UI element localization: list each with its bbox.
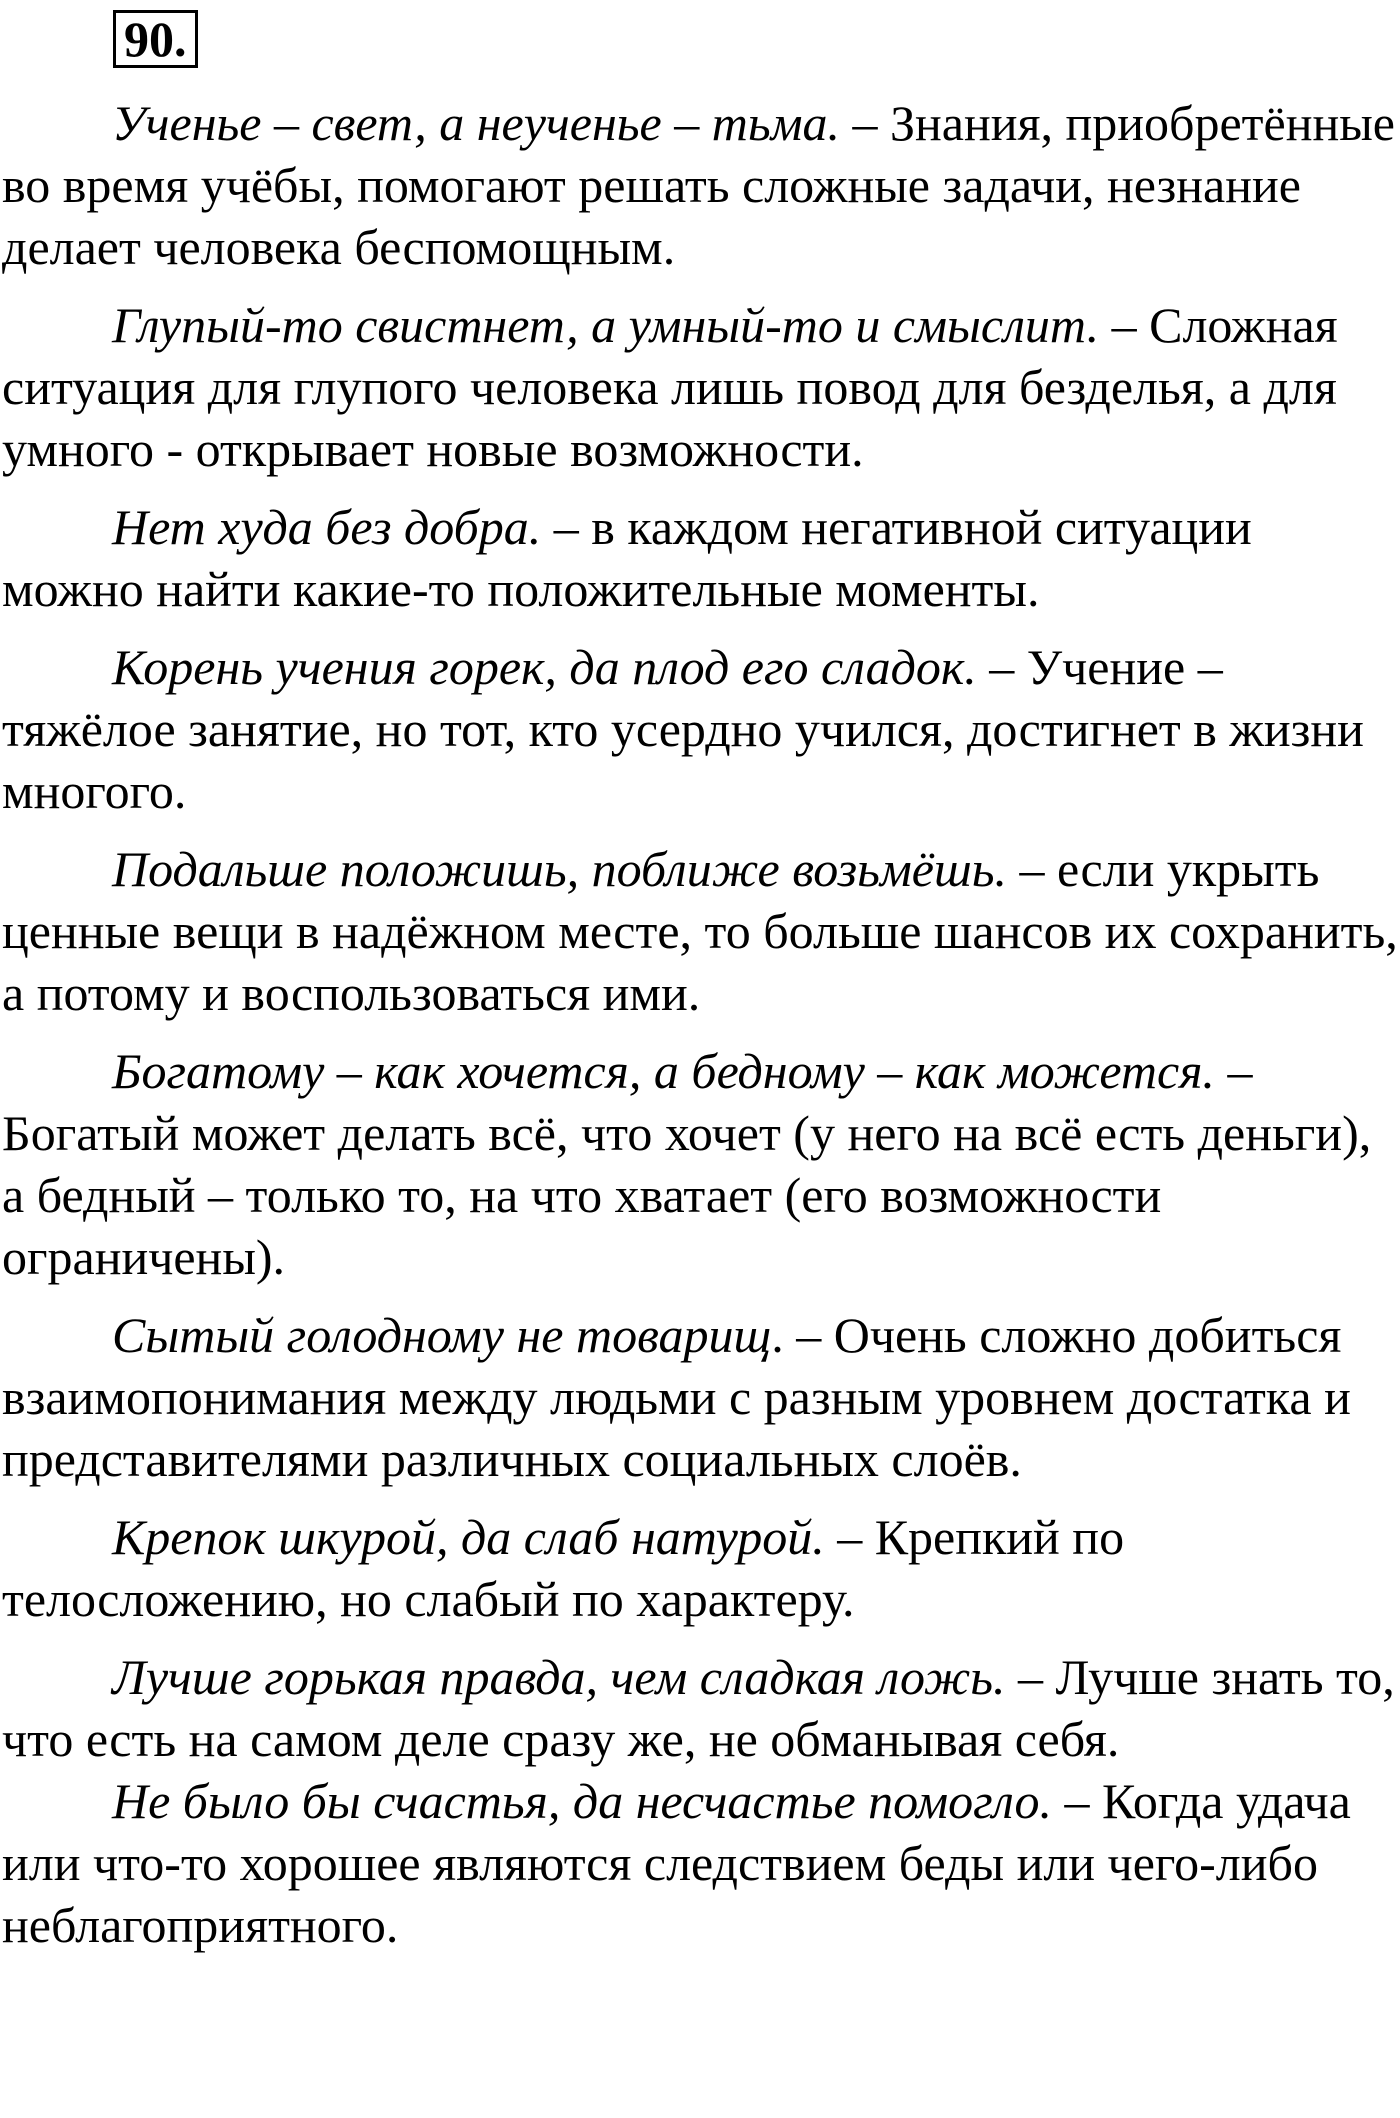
proverb: Глупый-то свистнет, а умный-то и смыслит. – <box>112 297 1137 353</box>
proverb-paragraph <box>2 92 1398 278</box>
proverb: Не было бы счастья, да несчастье помогло. <box>112 1773 1052 1829</box>
proverb: Богатому – как хочется, а бедному – как можется. <box>112 1043 1215 1099</box>
proverb-paragraph <box>2 496 1398 620</box>
explanation: – Когда удача или что-то хорошее являются следствием беды или чего-либо неблагоприятного. <box>2 1773 1351 1953</box>
proverb-paragraph <box>2 1646 1398 1770</box>
proverb-paragraph <box>2 1770 1398 1956</box>
proverb-paragraph <box>2 838 1398 1024</box>
proverb: Подальше положишь, поближе возьмёшь. <box>112 841 1007 897</box>
proverb-paragraph <box>2 1304 1398 1490</box>
proverb-paragraph <box>2 1506 1398 1630</box>
exercise-number: 90. <box>113 10 198 68</box>
explanation: Учение – тяжёлое занятие, но тот, кто усердно учился, достигнет в жизни многого. <box>2 639 1364 819</box>
proverb: Ученье – свет, а неученье – тьма. <box>112 95 840 151</box>
proverb: Сытый голодному не товарищ <box>112 1307 772 1363</box>
explanation: – если укрыть ценные вещи в надёжном месте, то больше шансов их сохранить, а потому и воспользоваться ими. <box>2 841 1398 1021</box>
explanation: – Богатый может делать всё, что хочет (у него на всё есть деньги), а бедный – только то, на что хватает (его возможности ограничены). <box>2 1043 1372 1285</box>
explanation: – Крепкий по телосложению, но слабый по характеру. <box>2 1509 1125 1627</box>
proverb-paragraph <box>2 636 1398 822</box>
explanation: – Лучше знать то, что есть на самом деле сразу же, не обманывая себя. <box>2 1649 1395 1767</box>
explanation: – Знания, приобретённые во время учёбы, помогают решать сложные задачи, незнание делает человека беспомощным. <box>2 95 1395 275</box>
proverb: Крепок шкурой, да слаб натурой. <box>112 1509 825 1565</box>
proverbs-text <box>2 92 1398 1956</box>
explanation: . – Очень сложно добиться взаимопонимания между людьми с разным уровнем достатка и представителями различных социальных слоёв. <box>2 1307 1351 1487</box>
proverb: Лучше горькая правда, чем сладкая ложь. <box>112 1649 1006 1705</box>
proverb-paragraph <box>2 1040 1398 1288</box>
proverb-paragraph <box>2 294 1398 480</box>
explanation: – в каждом негативной ситуации можно найти какие-то положительные моменты. <box>2 499 1252 617</box>
proverb: Нет худа без добра. <box>112 499 542 555</box>
explanation: Сложная ситуация для глупого человека лишь повод для безделья, а для умного - открывает новые возможности. <box>2 297 1338 477</box>
proverb: Корень учения горек, да плод его сладок. – <box>112 639 1015 695</box>
